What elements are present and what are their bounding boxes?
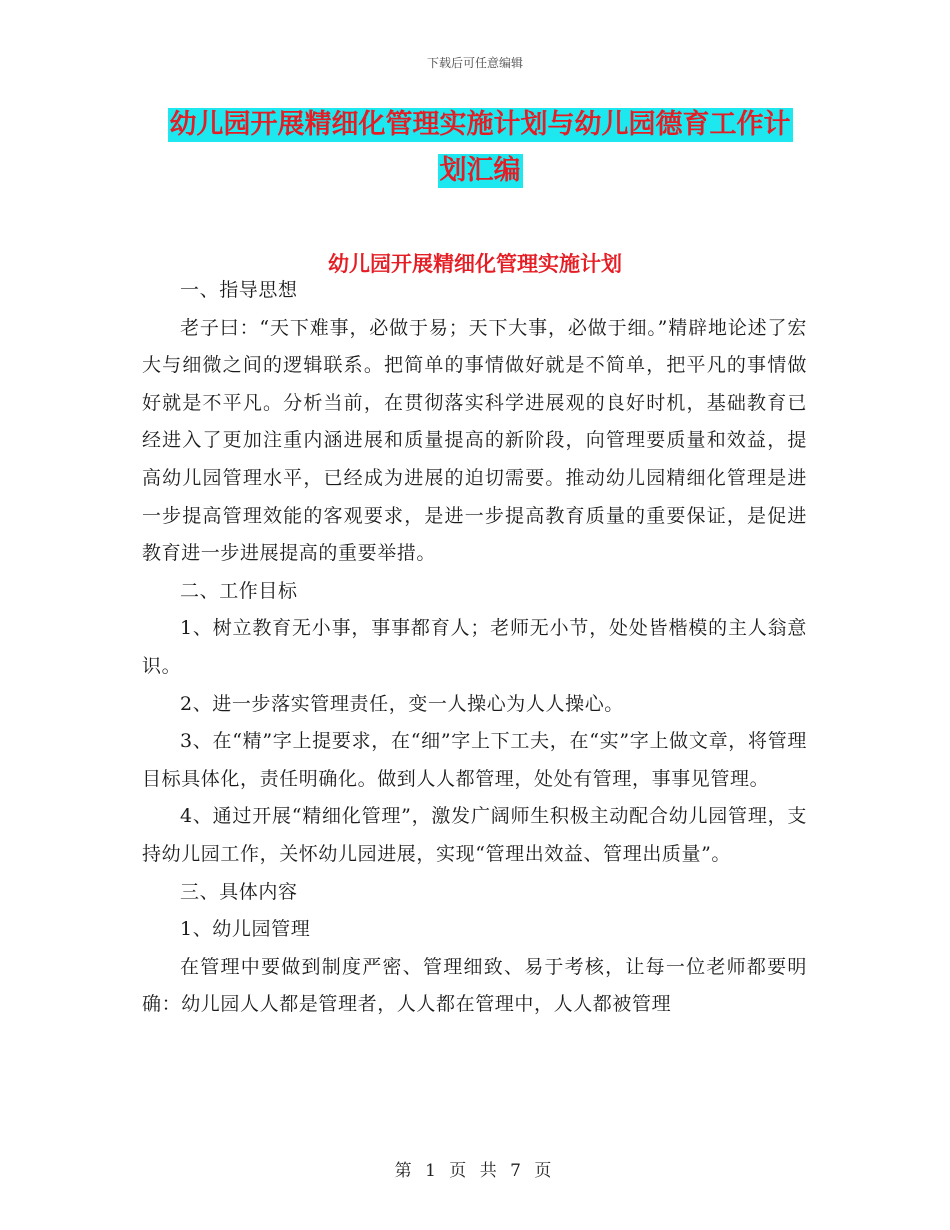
heading-specific-content: 三、具体内容 [180,880,298,903]
page-header-note: 下载后可任意编辑 [426,56,523,70]
paragraph: 1、树立教育无小事，事事都育人；老师无小节，处处皆楷模的主人翁意识。 [142,617,807,677]
paragraph: 在管理中要做到制度严密、管理细致、易于考核，让每一位老师都要明确：幼儿园人人都是管理者，人人都在管理中，人人都被管理 [142,955,807,1016]
heading-work-goals: 二、工作目标 [180,579,298,602]
document-body [142,272,807,1024]
subheading-kindergarten-management: 1、幼儿园管理 [180,918,311,941]
paragraph: 4、通过开展“精细化管理”，激发广阔师生积极主动配合幼儿园管理，支持幼儿园工作，关怀幼儿园进展，实现“管理出效益、管理出质量”。 [142,805,807,865]
section-title: 幼儿园开展精细化管理实施计划 [328,252,622,276]
page-number: 第 1 页 共 7 页 [394,1161,556,1181]
document-title [140,108,820,200]
paragraph: 2、进一步落实管理责任，变一人操心为人人操心。 [180,692,624,715]
title-line-2: 划汇编 [439,155,521,186]
title-line-1: 幼儿园开展精细化管理实施计划与幼儿园德育工作计 [169,109,791,140]
paragraph: 3、在“精”字上提要求，在“细”字上下工夫，在“实”字上做文章，将管理目标具体化，责任明确化。做到人人都管理，处处有管理，事事见管理。 [142,730,807,790]
heading-guiding-ideology: 一、指导思想 [180,279,298,301]
paragraph: 老子曰：“天下难事，必做于易；天下大事，必做于细。”精辟地论述了宏大与细微之间的逻辑联系。把简单的事情做好就是不简单，把平凡的事情做好就是不平凡。分析当前，在贯彻落实科学进展观的良好时机，基础教育已经进入了更加注重内涵进展和质量提高的新阶段，向管理要质量和效益，提高幼儿园管理水平，已经成为进展的迫切需要。推动幼儿园精细化管理是进一步提高管理效能的客观要求，是进一步提高教育质量的重要保证，是促进教育进一步进展提高的重要举措。 [142,316,807,565]
